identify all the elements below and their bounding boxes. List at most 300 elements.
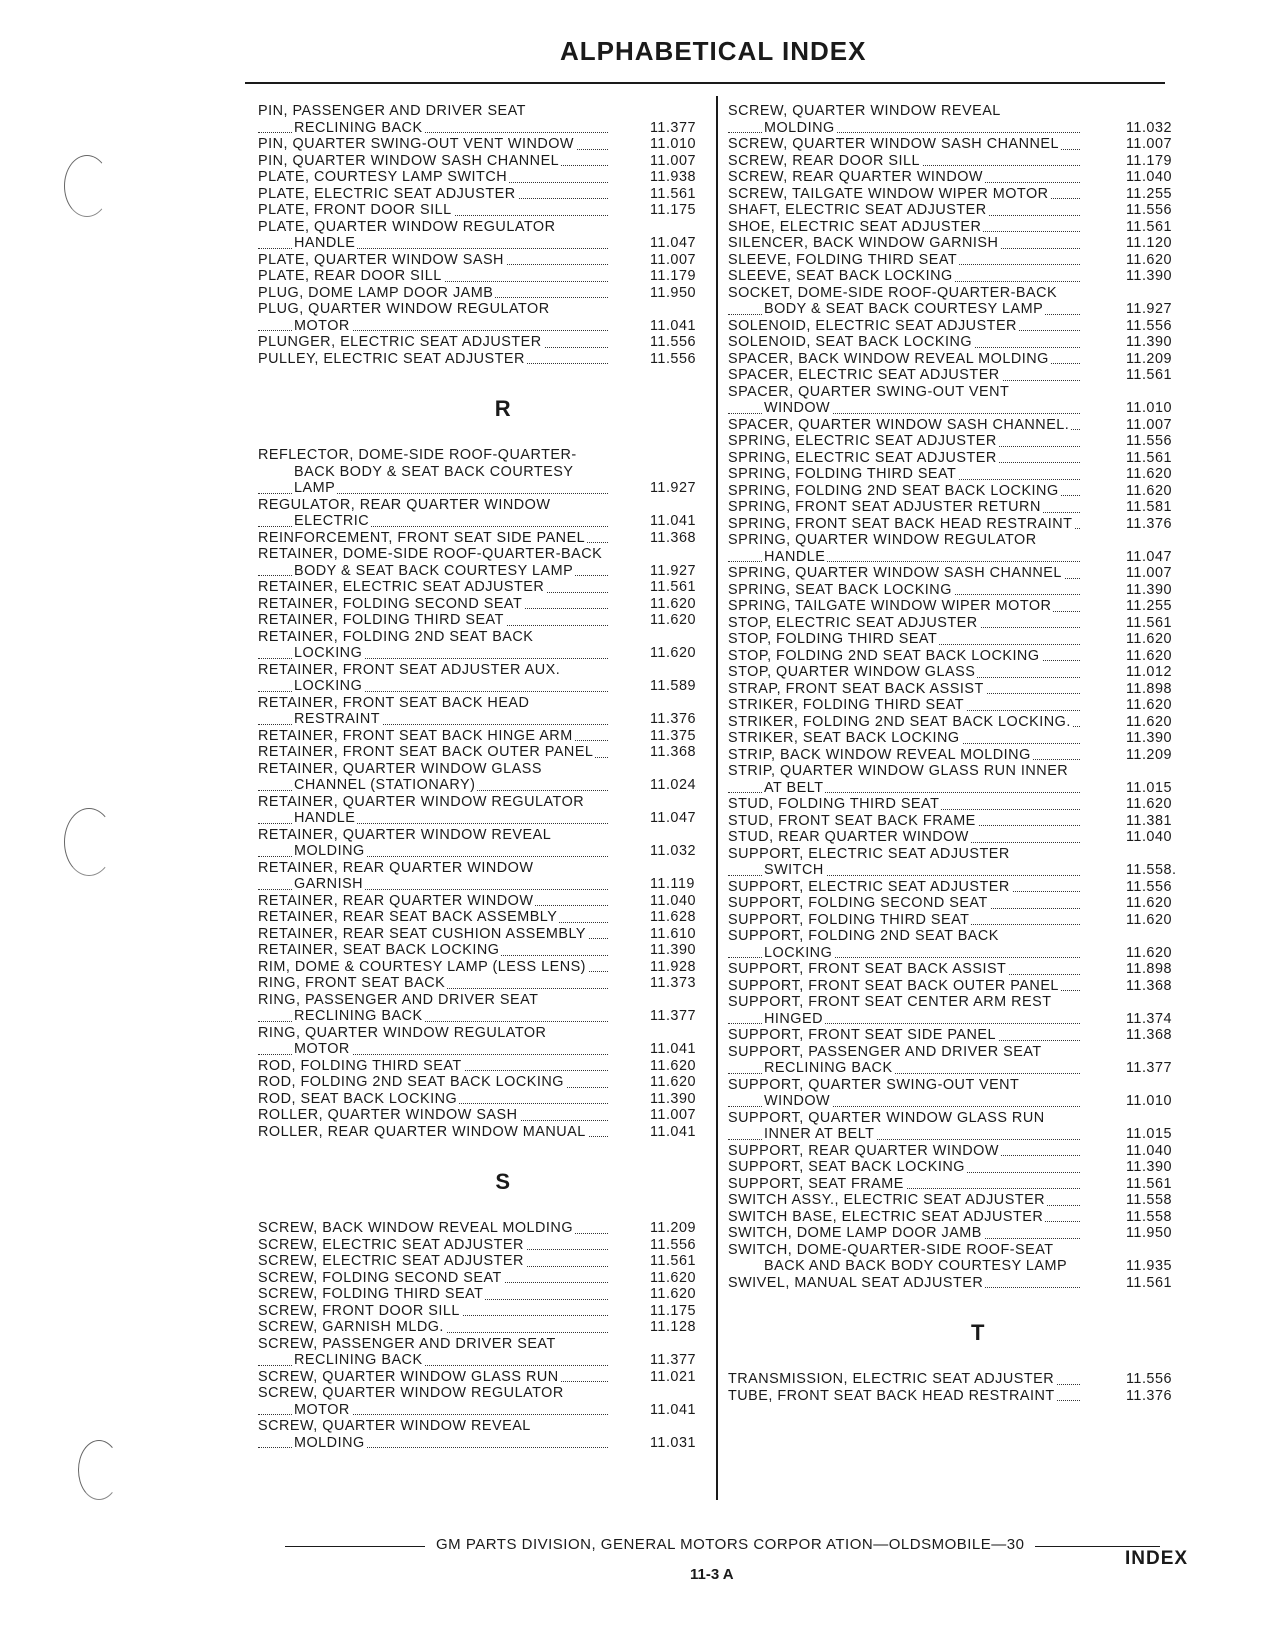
index-entry <box>728 235 1188 252</box>
index-entry <box>258 186 708 203</box>
index-entry <box>728 912 1188 929</box>
entry-label: SCREW, QUARTER WINDOW REVEAL <box>258 1418 531 1434</box>
index-column-right <box>728 103 1188 1404</box>
entry-label: TUBE, FRONT SEAT BACK HEAD RESTRAINT <box>728 1387 1055 1404</box>
index-entry-continued <box>728 1242 1188 1259</box>
index-entry <box>728 153 1188 170</box>
entry-label: SPRING, QUARTER WINDOW SASH CHANNEL <box>728 565 1062 581</box>
index-entry <box>258 351 708 368</box>
index-entry-continued <box>258 497 708 514</box>
entry-label: PLATE, COURTESY LAMP SWITCH <box>258 169 508 185</box>
entry-label: REFLECTOR, DOME-SIDE ROOF-QUARTER- <box>258 447 577 463</box>
index-entry <box>728 895 1188 912</box>
index-entry <box>258 1270 708 1287</box>
index-entry <box>258 1402 708 1419</box>
index-entry <box>258 169 708 186</box>
index-entry-continued <box>728 103 1188 120</box>
entry-label: SCREW, QUARTER WINDOW REVEAL <box>728 103 1001 119</box>
entry-ref-number: 11.032 <box>650 843 696 859</box>
entry-label: SOLENOID, ELECTRIC SEAT ADJUSTER <box>728 317 1017 334</box>
entry-ref-number: 11.556 <box>1126 317 1172 334</box>
index-entry-continued <box>258 301 708 318</box>
entry-ref-number: 11.024 <box>650 777 696 793</box>
punch-hole-mark <box>78 1440 120 1500</box>
entry-label: SPACER, ELECTRIC SEAT ADJUSTER <box>728 367 1000 383</box>
index-entry-continued <box>258 1418 708 1435</box>
entry-label: SCREW, FOLDING SECOND SEAT <box>258 1269 502 1286</box>
entry-label: SOCKET, DOME-SIDE ROOF-QUARTER-BACK <box>728 284 1058 301</box>
index-entry <box>728 318 1188 335</box>
entry-label: SUPPORT, REAR QUARTER WINDOW <box>728 1142 999 1159</box>
entry-ref-number: 11.390 <box>1126 1159 1172 1175</box>
entry-label: PLUNGER, ELECTRIC SEAT ADJUSTER <box>258 334 542 350</box>
entry-ref-number: 11.620 <box>650 1074 696 1090</box>
entry-label: RECLINING BACK <box>764 1060 893 1076</box>
entry-label: SPRING, ELECTRIC SEAT ADJUSTER <box>728 433 997 449</box>
entry-label: ROD, SEAT BACK LOCKING <box>258 1090 458 1107</box>
entry-ref-number: 11.209 <box>650 1220 696 1236</box>
entry-ref-number: 11.041 <box>650 1123 696 1140</box>
entry-label: RETAINER, FRONT SEAT BACK HINGE ARM <box>258 727 573 744</box>
index-entry <box>728 1388 1188 1405</box>
title-rule <box>245 82 1165 84</box>
index-entry <box>728 747 1188 764</box>
index-entry <box>258 563 708 580</box>
entry-ref-number: 11.556 <box>650 334 696 350</box>
entry-ref-number: 11.935 <box>1126 1258 1172 1274</box>
index-entry <box>258 1369 708 1386</box>
entry-ref-number: 11.128 <box>650 1319 696 1335</box>
index-column-left <box>258 103 708 1451</box>
entry-ref-number: 11.620 <box>650 1269 696 1286</box>
index-entry <box>728 367 1188 384</box>
entry-label: ROD, FOLDING 2ND SEAT BACK LOCKING <box>258 1074 564 1090</box>
index-entry-continued <box>728 532 1188 549</box>
index-entry-continued <box>728 994 1188 1011</box>
entry-label: SUPPORT, SEAT FRAME <box>728 1175 904 1192</box>
index-entry <box>258 1220 708 1237</box>
entry-label: MOLDING <box>294 1434 365 1451</box>
index-entry <box>728 697 1188 714</box>
entry-ref-number: 11.561 <box>1126 614 1172 631</box>
index-entry <box>258 530 708 547</box>
entry-ref-number: 11.928 <box>650 958 696 975</box>
index-entry <box>728 433 1188 450</box>
index-entry <box>258 1303 708 1320</box>
entry-label: WINDOW <box>764 1093 831 1109</box>
entry-label: SPRING, FRONT SEAT ADJUSTER RETURN <box>728 499 1041 515</box>
entry-ref-number: 11.561 <box>1126 367 1172 383</box>
entry-label: SPACER, QUARTER WINDOW SASH CHANNEL. <box>728 416 1070 433</box>
index-entry-continued <box>258 103 708 120</box>
index-entry <box>728 516 1188 533</box>
entry-ref-number: 11.620 <box>1126 944 1172 961</box>
index-entry-continued <box>258 860 708 877</box>
entry-label: RING, FRONT SEAT BACK <box>258 975 446 991</box>
index-entry-continued <box>258 546 708 563</box>
entry-label: ROLLER, QUARTER WINDOW SASH <box>258 1107 518 1123</box>
section-letter-heading: T <box>971 1320 985 1345</box>
entry-ref-number: 11.041 <box>650 317 696 334</box>
entry-label: STRIP, QUARTER WINDOW GLASS RUN INNER <box>728 763 1069 779</box>
entry-ref-number: 11.556 <box>650 1236 696 1253</box>
entry-ref-number: 11.255 <box>1126 598 1172 614</box>
index-entry <box>258 645 708 662</box>
entry-label: RETAINER, REAR SEAT BACK ASSEMBLY <box>258 909 558 925</box>
index-entry-continued <box>258 1336 708 1353</box>
index-entry-continued <box>258 219 708 236</box>
entry-ref-number: 11.620 <box>650 1057 696 1074</box>
index-entry-continued <box>258 629 708 646</box>
entry-label: SCREW, BACK WINDOW REVEAL MOLDING <box>258 1220 574 1236</box>
index-entry <box>728 1209 1188 1226</box>
index-entry <box>728 1258 1188 1275</box>
index-entry <box>258 810 708 827</box>
page-title: ALPHABETICAL INDEX <box>560 36 867 66</box>
entry-label: STUD, REAR QUARTER WINDOW <box>728 829 969 845</box>
entry-label: SOLENOID, SEAT BACK LOCKING <box>728 334 973 350</box>
entry-ref-number: 11.007 <box>1126 416 1172 433</box>
entry-label: SCREW, ELECTRIC SEAT ADJUSTER <box>258 1253 524 1269</box>
entry-ref-number: 11.610 <box>650 925 696 942</box>
entry-ref-number: 11.620 <box>1126 631 1172 647</box>
entry-ref-number: 11.556 <box>1126 878 1172 895</box>
entry-ref-number: 11.120 <box>1126 235 1172 251</box>
entry-ref-number: 11.175 <box>650 202 696 218</box>
entry-label: PLATE, ELECTRIC SEAT ADJUSTER <box>258 185 516 202</box>
entry-label: BACK BODY & SEAT BACK COURTESY <box>294 463 574 480</box>
entry-label: SCREW, FRONT DOOR SILL <box>258 1302 460 1319</box>
index-entry <box>258 596 708 613</box>
index-entry <box>728 400 1188 417</box>
entry-label: SWITCH, DOME LAMP DOOR JAMB <box>728 1225 982 1241</box>
page-number: 11-3 A <box>690 1566 734 1583</box>
entry-label: CHANNEL (STATIONARY) <box>294 777 476 793</box>
entry-label: SCREW, FOLDING THIRD SEAT <box>258 1286 484 1302</box>
entry-ref-number: 11.015 <box>1126 1126 1172 1142</box>
index-entry <box>258 268 708 285</box>
index-entry <box>728 499 1188 516</box>
entry-label: REGULATOR, REAR QUARTER WINDOW <box>258 496 551 513</box>
index-entry <box>728 1011 1188 1028</box>
entry-ref-number: 11.558. <box>1126 862 1177 878</box>
entry-ref-number: 11.209 <box>1126 350 1172 367</box>
index-entry-continued <box>258 1025 708 1042</box>
entry-label: SUPPORT, FOLDING THIRD SEAT <box>728 911 970 928</box>
index-entry <box>728 450 1188 467</box>
index-entry <box>258 252 708 269</box>
entry-ref-number: 11.561 <box>1126 1175 1172 1192</box>
entry-label: RETAINER, REAR SEAT CUSHION ASSEMBLY <box>258 925 587 942</box>
index-entry-continued <box>258 794 708 811</box>
entry-ref-number: 11.041 <box>650 1401 696 1418</box>
entry-ref-number: 11.041 <box>650 513 696 529</box>
entry-label: STOP, QUARTER WINDOW GLASS <box>728 664 976 680</box>
entry-label: PIN, QUARTER SWING-OUT VENT WINDOW <box>258 136 575 152</box>
index-entry <box>728 1027 1188 1044</box>
entry-label: REINFORCEMENT, FRONT SEAT SIDE PANEL <box>258 529 586 546</box>
entry-ref-number: 11.556 <box>1126 433 1172 449</box>
entry-label: RETAINER, FRONT SEAT BACK OUTER PANEL <box>258 744 594 760</box>
entry-label: SPRING, FRONT SEAT BACK HEAD RESTRAINT <box>728 515 1073 532</box>
index-entry <box>258 612 708 629</box>
entry-ref-number: 11.047 <box>650 810 696 826</box>
entry-label: SUPPORT, ELECTRIC SEAT ADJUSTER <box>728 878 1010 895</box>
punch-hole-mark <box>64 808 114 876</box>
index-entry-continued <box>258 827 708 844</box>
index-entry <box>258 136 708 153</box>
entry-label: PLATE, REAR DOOR SILL <box>258 268 442 284</box>
entry-ref-number: 11.898 <box>1126 680 1172 697</box>
entry-ref-number: 11.179 <box>650 268 696 284</box>
entry-ref-number: 11.927 <box>650 480 696 496</box>
index-entry <box>258 235 708 252</box>
index-entry <box>728 252 1188 269</box>
entry-ref-number: 11.950 <box>650 284 696 301</box>
entry-label: SHOE, ELECTRIC SEAT ADJUSTER <box>728 218 982 235</box>
entry-label: MOTOR <box>294 1041 350 1057</box>
entry-label: STOP, FOLDING 2ND SEAT BACK LOCKING <box>728 647 1040 664</box>
entry-ref-number: 11.040 <box>1126 1142 1172 1159</box>
index-entry <box>728 796 1188 813</box>
entry-ref-number: 11.561 <box>650 1253 696 1269</box>
entry-label: RESTRAINT <box>294 711 381 727</box>
entry-label: SPRING, TAILGATE WINDOW WIPER MOTOR <box>728 598 1052 614</box>
entry-label: RIM, DOME & COURTESY LAMP (LESS LENS) <box>258 958 586 975</box>
entry-label: INNER AT BELT <box>764 1126 875 1142</box>
index-entry <box>728 780 1188 797</box>
footer-rule-left <box>285 1546 425 1547</box>
entry-label: SCREW, PASSENGER AND DRIVER SEAT <box>258 1335 556 1352</box>
index-entry <box>258 579 708 596</box>
entry-ref-number: 11.368 <box>1126 977 1172 994</box>
entry-label: RETAINER, ELECTRIC SEAT ADJUSTER <box>258 579 545 595</box>
entry-label: SUPPORT, FOLDING 2ND SEAT BACK <box>728 928 999 944</box>
index-entry <box>258 318 708 335</box>
entry-label: MOTOR <box>294 1401 350 1418</box>
entry-label: HINGED <box>764 1010 823 1027</box>
entry-label: MOLDING <box>294 843 365 859</box>
entry-ref-number: 11.032 <box>1126 119 1172 136</box>
entry-label: SPRING, QUARTER WINDOW REGULATOR <box>728 532 1037 548</box>
index-entry <box>728 549 1188 566</box>
index-entry-continued <box>258 992 708 1009</box>
entry-ref-number: 11.040 <box>1126 829 1172 845</box>
entry-label: SWITCH <box>764 862 824 878</box>
entry-ref-number: 11.561 <box>1126 449 1172 466</box>
entry-label: SCREW, ELECTRIC SEAT ADJUSTER <box>258 1236 524 1253</box>
index-entry <box>728 598 1188 615</box>
entry-label: SUPPORT, FOLDING SECOND SEAT <box>728 895 988 911</box>
entry-label: SPRING, FOLDING THIRD SEAT <box>728 466 957 482</box>
index-entry <box>258 876 708 893</box>
entry-ref-number: 11.047 <box>650 235 696 251</box>
entry-label: RETAINER, DOME-SIDE ROOF-QUARTER-BACK <box>258 546 603 562</box>
entry-label: SCREW, GARNISH MLDG. <box>258 1319 444 1335</box>
entry-label: SCREW, QUARTER WINDOW SASH CHANNEL <box>728 136 1059 152</box>
entry-label: PLATE, QUARTER WINDOW SASH <box>258 251 504 268</box>
entry-ref-number: 11.031 <box>650 1434 696 1451</box>
entry-ref-number: 11.041 <box>650 1041 696 1057</box>
entry-ref-number: 11.556 <box>1126 1371 1172 1387</box>
entry-label: SCREW, REAR DOOR SILL <box>728 152 921 169</box>
entry-label: PLATE, FRONT DOOR SILL <box>258 202 452 218</box>
entry-ref-number: 11.620 <box>1126 647 1172 664</box>
entry-ref-number: 11.390 <box>1126 730 1172 746</box>
entry-ref-number: 11.628 <box>650 909 696 925</box>
entry-label: SUPPORT, FRONT SEAT BACK OUTER PANEL <box>728 977 1059 994</box>
entry-label: SUPPORT, FRONT SEAT CENTER ARM REST <box>728 994 1052 1010</box>
entry-ref-number: 11.561 <box>1126 1274 1172 1291</box>
index-entry <box>728 1225 1188 1242</box>
index-entry-continued <box>258 761 708 778</box>
index-entry <box>728 1093 1188 1110</box>
index-entry <box>728 714 1188 731</box>
index-entry <box>728 417 1188 434</box>
entry-ref-number: 11.377 <box>650 119 696 136</box>
entry-label: PIN, QUARTER WINDOW SASH CHANNEL <box>258 152 560 169</box>
footer-publisher: GM PARTS DIVISION, GENERAL MOTORS CORPOR ATION—OLDSMOBILE—30 <box>436 1536 1025 1553</box>
index-entry <box>258 153 708 170</box>
index-entry <box>728 681 1188 698</box>
index-entry <box>258 1091 708 1108</box>
entry-ref-number: 11.390 <box>1126 581 1172 598</box>
entry-label: PLATE, QUARTER WINDOW REGULATOR <box>258 218 556 235</box>
entry-label: STUD, FRONT SEAT BACK FRAME <box>728 812 976 829</box>
entry-label: ELECTRIC <box>294 513 370 529</box>
index-entry <box>728 664 1188 681</box>
entry-ref-number: 11.007 <box>650 152 696 169</box>
index-entry <box>728 202 1188 219</box>
index-entry-continued <box>728 285 1188 302</box>
entry-ref-number: 11.561 <box>1126 218 1172 235</box>
index-entry <box>728 631 1188 648</box>
index-entry <box>728 648 1188 665</box>
index-entry <box>258 1286 708 1303</box>
entry-ref-number: 11.209 <box>1126 746 1172 763</box>
entry-label: SILENCER, BACK WINDOW GARNISH <box>728 235 999 251</box>
index-entry-continued <box>728 1077 1188 1094</box>
entry-ref-number: 11.620 <box>1126 251 1172 268</box>
entry-label: WINDOW <box>764 400 831 416</box>
entry-label: RETAINER, FRONT SEAT BACK HEAD <box>258 694 530 711</box>
column-divider <box>716 96 718 1500</box>
entry-ref-number: 11.368 <box>650 529 696 546</box>
index-entry <box>728 136 1188 153</box>
entry-ref-number: 11.561 <box>650 579 696 595</box>
entry-label: BODY & SEAT BACK COURTESY LAMP <box>294 562 574 579</box>
entry-label: ROLLER, REAR QUARTER WINDOW MANUAL <box>258 1123 586 1140</box>
index-entry <box>728 615 1188 632</box>
index-entry <box>258 926 708 943</box>
index-entry <box>728 730 1188 747</box>
index-entry <box>728 169 1188 186</box>
entry-ref-number: 11.620 <box>650 1286 696 1302</box>
entry-label: STRAP, FRONT SEAT BACK ASSIST <box>728 680 984 697</box>
entry-label: RECLINING BACK <box>294 1352 423 1368</box>
index-entry <box>258 1237 708 1254</box>
entry-label: PLUG, DOME LAMP DOOR JAMB <box>258 284 494 301</box>
index-entry <box>728 219 1188 236</box>
entry-ref-number: 11.119 <box>650 876 695 892</box>
entry-label: RETAINER, FOLDING SECOND SEAT <box>258 595 523 612</box>
entry-label: SUPPORT, QUARTER SWING-OUT VENT <box>728 1076 1020 1093</box>
entry-label: RETAINER, QUARTER WINDOW REGULATOR <box>258 793 585 810</box>
entry-ref-number: 11.179 <box>1126 152 1172 169</box>
index-entry-continued <box>728 1044 1188 1061</box>
entry-ref-number: 11.620 <box>1126 466 1172 482</box>
index-entry <box>728 1176 1188 1193</box>
entry-label: SPACER, QUARTER SWING-OUT VENT <box>728 383 1010 400</box>
entry-label: SCREW, REAR QUARTER WINDOW <box>728 169 983 185</box>
index-entry <box>258 843 708 860</box>
entry-label: SWITCH, DOME-QUARTER-SIDE ROOF-SEAT <box>728 1241 1054 1258</box>
entry-ref-number: 11.927 <box>1126 301 1172 317</box>
entry-label: STRIKER, FOLDING 2ND SEAT BACK LOCKING. <box>728 713 1071 730</box>
entry-label: SUPPORT, PASSENGER AND DRIVER SEAT <box>728 1043 1042 1060</box>
index-entry <box>728 301 1188 318</box>
entry-ref-number: 11.368 <box>650 744 696 760</box>
index-entry <box>258 334 708 351</box>
index-entry <box>728 1159 1188 1176</box>
entry-ref-number: 11.620 <box>650 645 696 661</box>
index-entry <box>258 678 708 695</box>
entry-ref-number: 11.021 <box>650 1368 696 1385</box>
entry-label: RECLINING BACK <box>294 119 423 136</box>
entry-label: SPRING, FOLDING 2ND SEAT BACK LOCKING <box>728 482 1059 499</box>
entry-ref-number: 11.390 <box>650 1090 696 1107</box>
entry-ref-number: 11.040 <box>1126 169 1172 185</box>
index-entry <box>728 1371 1188 1388</box>
index-entry <box>258 728 708 745</box>
entry-ref-number: 11.620 <box>1126 796 1172 812</box>
entry-label: SPACER, BACK WINDOW REVEAL MOLDING <box>728 350 1049 367</box>
entry-label: LOCKING <box>294 645 363 661</box>
entry-label: RETAINER, FRONT SEAT ADJUSTER AUX. <box>258 661 561 678</box>
entry-label: RETAINER, QUARTER WINDOW REVEAL <box>258 826 552 843</box>
entry-label: SUPPORT, FRONT SEAT SIDE PANEL <box>728 1027 996 1043</box>
entry-label: RECLINING BACK <box>294 1008 423 1024</box>
entry-ref-number: 11.950 <box>1126 1225 1172 1241</box>
index-entry <box>258 893 708 910</box>
index-entry <box>728 1275 1188 1292</box>
index-entry <box>258 1107 708 1124</box>
index-entry <box>728 351 1188 368</box>
entry-ref-number: 11.898 <box>1126 961 1172 977</box>
entry-ref-number: 11.007 <box>650 1107 696 1123</box>
entry-label: STOP, FOLDING THIRD SEAT <box>728 631 938 647</box>
entry-ref-number: 11.620 <box>1126 895 1172 911</box>
entry-label: SUPPORT, FRONT SEAT BACK ASSIST <box>728 961 1007 977</box>
index-entry <box>728 829 1188 846</box>
entry-ref-number: 11.255 <box>1126 185 1172 202</box>
index-entry <box>728 961 1188 978</box>
entry-ref-number: 11.374 <box>1126 1010 1172 1027</box>
entry-ref-number: 11.377 <box>650 1008 696 1024</box>
entry-label: SWITCH ASSY., ELECTRIC SEAT ADJUSTER <box>728 1192 1046 1208</box>
entry-label: PLUG, QUARTER WINDOW REGULATOR <box>258 301 550 317</box>
entry-label: LAMP <box>294 480 336 496</box>
entry-label: STRIKER, SEAT BACK LOCKING <box>728 730 960 746</box>
index-entry <box>258 285 708 302</box>
entry-label: LOCKING <box>764 944 833 961</box>
entry-label: RETAINER, REAR QUARTER WINDOW <box>258 859 534 876</box>
footer-rule-right <box>1035 1546 1160 1547</box>
index-entry-continued <box>258 1385 708 1402</box>
entry-label: SPRING, SEAT BACK LOCKING <box>728 581 952 598</box>
index-entry <box>258 1008 708 1025</box>
index-entry <box>258 975 708 992</box>
